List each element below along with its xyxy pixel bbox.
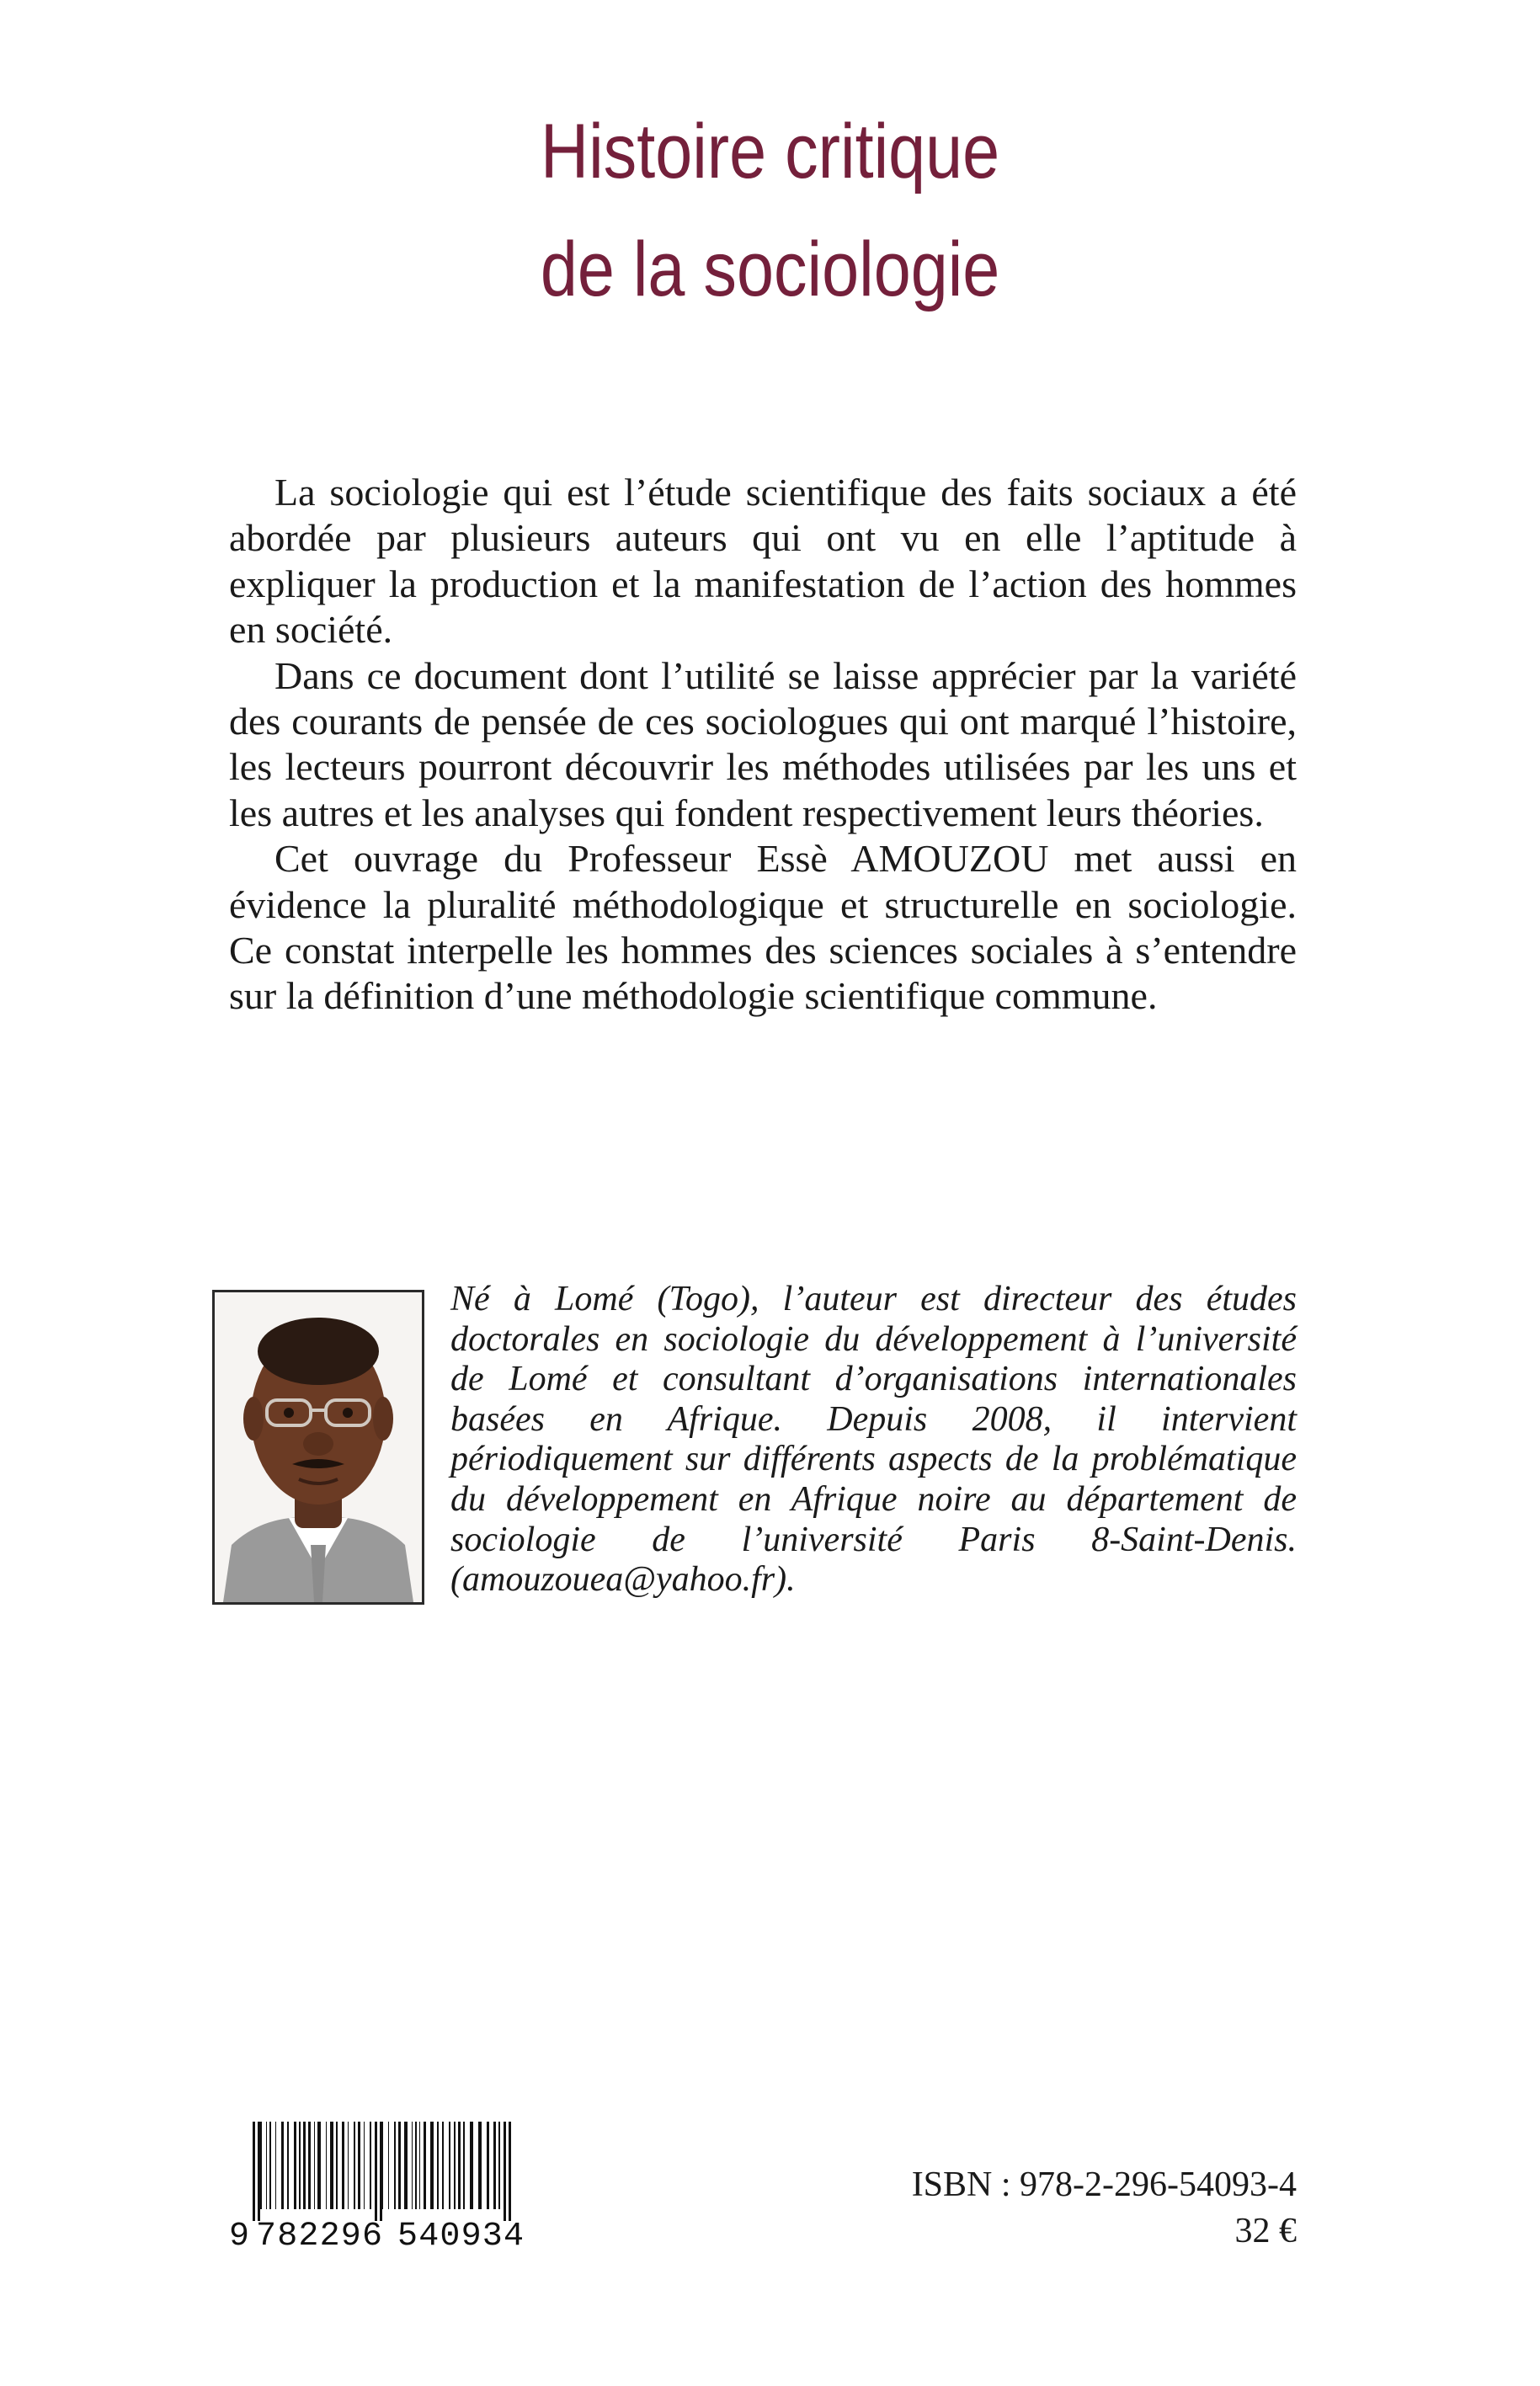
book-title	[108, 93, 1432, 328]
isbn-number: ISBN : 978-2-296-54093-4	[911, 2165, 1297, 2204]
barcode-digits-group-1: 782296	[256, 2218, 382, 2248]
isbn-barcode	[227, 2122, 556, 2248]
author-portrait-icon	[215, 1292, 422, 1602]
barcode-bars	[253, 2122, 511, 2221]
barcode-digit-first: 9	[229, 2218, 250, 2248]
author-photo	[212, 1290, 424, 1605]
title-line-1: Histoire critique	[540, 109, 1000, 194]
title-line-2: de la sociologie	[540, 226, 1000, 312]
summary-paragraph-1: La sociologie qui est l’étude scientifique des faits sociaux a été abordée par plusieurs auteurs qui ont vu en elle l’aptitude à expliquer la production et la manifestation de l’action des hommes en société.	[229, 471, 1297, 652]
summary-paragraph-2: Dans ce document dont l’utilité se laisse apprécier par la variété des courants de pensée de ces sociologues qui ont marqué l’histoire, les lecteurs pourront découvrir les méthodes utilisées par les uns et les autres et les analyses qui fondent respectivement leurs théories.	[229, 653, 1297, 834]
author-bio: Né à Lomé (Togo), l’auteur est directeur des études doctorales en sociologie du développement à l’université de Lomé et consultant d’organisations internationales basées en Afrique. Depuis 2008, il intervient périodiquement sur différents aspects de la problématique du développement en Afrique noire au département de sociologie de l’université Paris 8-Saint-Denis. (amouzouea@yahoo.fr).	[450, 1280, 1297, 1600]
barcode-digits-group-2: 540934	[397, 2218, 524, 2248]
summary-paragraph-3: Cet ouvrage du Professeur Essè AMOUZOU met aussi en évidence la pluralité méthodologique et structurelle en sociologie. Ce constat interpelle les hommes des sciences sociales à s’entendre sur la définition d’une méthodologie scientifique commune.	[229, 837, 1297, 1018]
back-cover-summary	[229, 470, 1297, 1020]
price: 32 €	[1234, 2212, 1297, 2250]
